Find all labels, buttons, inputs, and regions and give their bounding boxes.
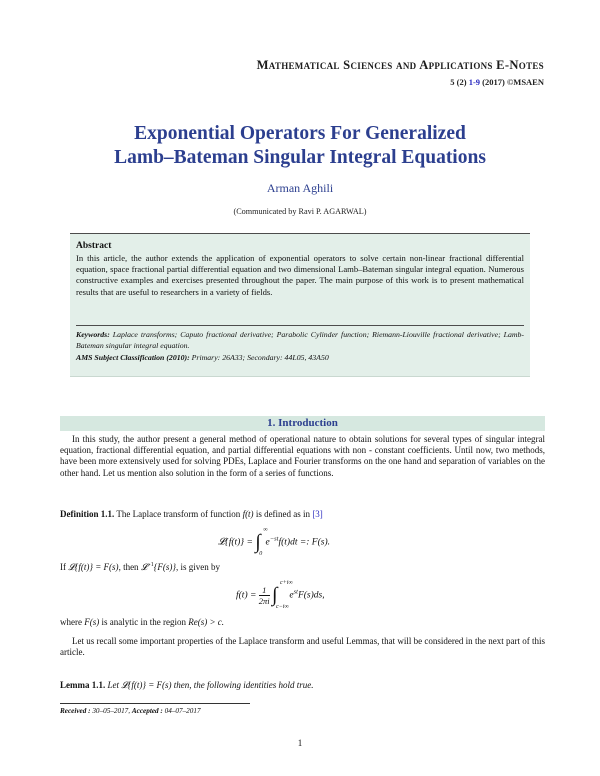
abstract-divider <box>76 325 524 326</box>
where-text-a: where <box>60 617 85 627</box>
where-region: Re(s) > c. <box>188 617 225 627</box>
if-text-a: If <box>60 562 69 572</box>
eq1-lower-limit: 0 <box>259 551 263 557</box>
definition-function: f(t) <box>242 509 254 519</box>
journal-reference <box>60 77 544 87</box>
inverse-argument: {F(s)} <box>153 562 176 572</box>
if-text-b: , then <box>118 562 141 572</box>
page-number: 1 <box>297 738 303 748</box>
eq2-numerator: 1 <box>259 585 270 596</box>
inverse-operator: 𝓛 <box>140 562 148 572</box>
definition-text-a: The Laplace transform of function <box>114 509 243 519</box>
title-line-2: Lamb–Bateman Singular Integral Equations <box>114 147 486 168</box>
eq2-tail: F(s)ds, <box>297 590 325 601</box>
if-math: 𝓛{f(t)} = F(s) <box>68 562 119 572</box>
abstract-box <box>70 233 530 377</box>
footnote-divider <box>60 703 250 704</box>
if-text-c: , is given by <box>175 562 220 572</box>
journal-name: Mathematical Sciences and Applications E-Notes <box>256 58 544 72</box>
integral-sign-2: ∫ c+i∞ c−i∞ <box>272 580 293 610</box>
eq1-lhs: 𝓛{f(t)} = <box>218 537 256 548</box>
year-publisher: (2017) ©MSAEN <box>480 77 544 87</box>
eq1-tail: f(t)dt =: F(s). <box>278 537 330 548</box>
article-title <box>60 122 540 170</box>
eq2-fraction <box>259 585 270 606</box>
lemma-1-1 <box>60 680 314 691</box>
equation-laplace <box>218 527 330 557</box>
eq2-exp-base: e <box>289 590 294 601</box>
definition-label: Definition 1.1. <box>60 509 115 519</box>
msc-label: AMS Subject Classification (2010): <box>76 353 190 362</box>
where-math: F(s) <box>84 617 100 627</box>
analytic-region <box>60 617 224 627</box>
where-text-b: is analytic in the region <box>99 617 189 627</box>
lemma-text: Let 𝓛{f(t)} = F(s) then, the following identities hold true. <box>105 680 314 690</box>
integral-sign: ∫ ∞ 0 <box>255 527 268 557</box>
title-line-1: Exponential Operators For Generalized <box>134 123 466 144</box>
page-range-link[interactable]: 1-9 <box>468 77 481 87</box>
abstract-text: In this article, the author extends the application of exponential operators to solve certain non-linear fractional differential equation, space fractional partial differential equation and two dimensional Lamb–Bateman singular integral equation. Numerous constructive examples and exercises presented throughout the paper. The main purpose of this work is to present mathematical results that are useful to researchers in a variety of fields. <box>76 253 524 297</box>
received-date: 30–05–2017, <box>90 707 132 715</box>
eq2-lhs: f(t) = <box>236 590 259 601</box>
msc-codes: Primary: 26A33; Secondary: 44L05, 43A50 <box>189 353 329 362</box>
author-name: Arman Aghili <box>266 181 334 195</box>
eq2-lower-limit: c−i∞ <box>276 604 289 610</box>
subject-classification <box>76 352 524 363</box>
eq1-exp-base: e <box>265 537 270 548</box>
eq2-exponent: st <box>293 588 298 596</box>
accepted-date: 04–07–2017 <box>162 707 201 715</box>
intro-paragraph: In this study, the author present a general method of operational nature to obtain solutions for several types of singular integral equation, fractional differential equation, and partial differential equations with non - constant coefficients. Until now, two methods, have been more extensively used for solving PDEs, Laplace and Fourier transforms on the one hand and separation of variables on the other hand. Let us mention also solution in the form of a series of functions. <box>60 434 545 478</box>
eq1-exponent: −st <box>269 535 279 543</box>
eq2-denominator: 2πi <box>258 596 270 606</box>
recall-paragraph: Let us recall some important properties of the Laplace transform and useful Lemmas, that will be considered in the next part of this article. <box>60 636 545 658</box>
accepted-label: Accepted : <box>131 707 163 715</box>
keywords-label: Keywords: <box>76 330 110 339</box>
abstract-heading: Abstract <box>76 241 112 251</box>
lemma-label: Lemma 1.1. <box>60 680 106 690</box>
equation-inverse-laplace <box>236 580 325 610</box>
eq1-upper-limit: ∞ <box>263 527 268 533</box>
volume-issue: 5 (2) <box>450 77 469 87</box>
reference-link-3[interactable]: [3] <box>312 509 323 519</box>
received-label: Received : <box>60 707 91 715</box>
section-heading-introduction: 1. Introduction <box>60 416 545 431</box>
keywords-list: Laplace transforms; Caputo fractional derivative; Parabolic Cylinder function; Riemann-Liouville fractional derivative; Lamb- Bateman singular integral equation. <box>76 330 524 350</box>
keywords <box>76 329 524 351</box>
inverse-exponent: −1 <box>147 562 154 568</box>
communicated-by: (Communicated by Ravi P. AGARWAL) <box>233 207 367 216</box>
definition-text-b: is defined as in <box>253 509 313 519</box>
eq2-upper-limit: c+i∞ <box>280 580 293 586</box>
definition-1-1 <box>60 509 323 519</box>
received-accepted-dates <box>60 707 201 715</box>
inverse-intro <box>60 562 220 573</box>
